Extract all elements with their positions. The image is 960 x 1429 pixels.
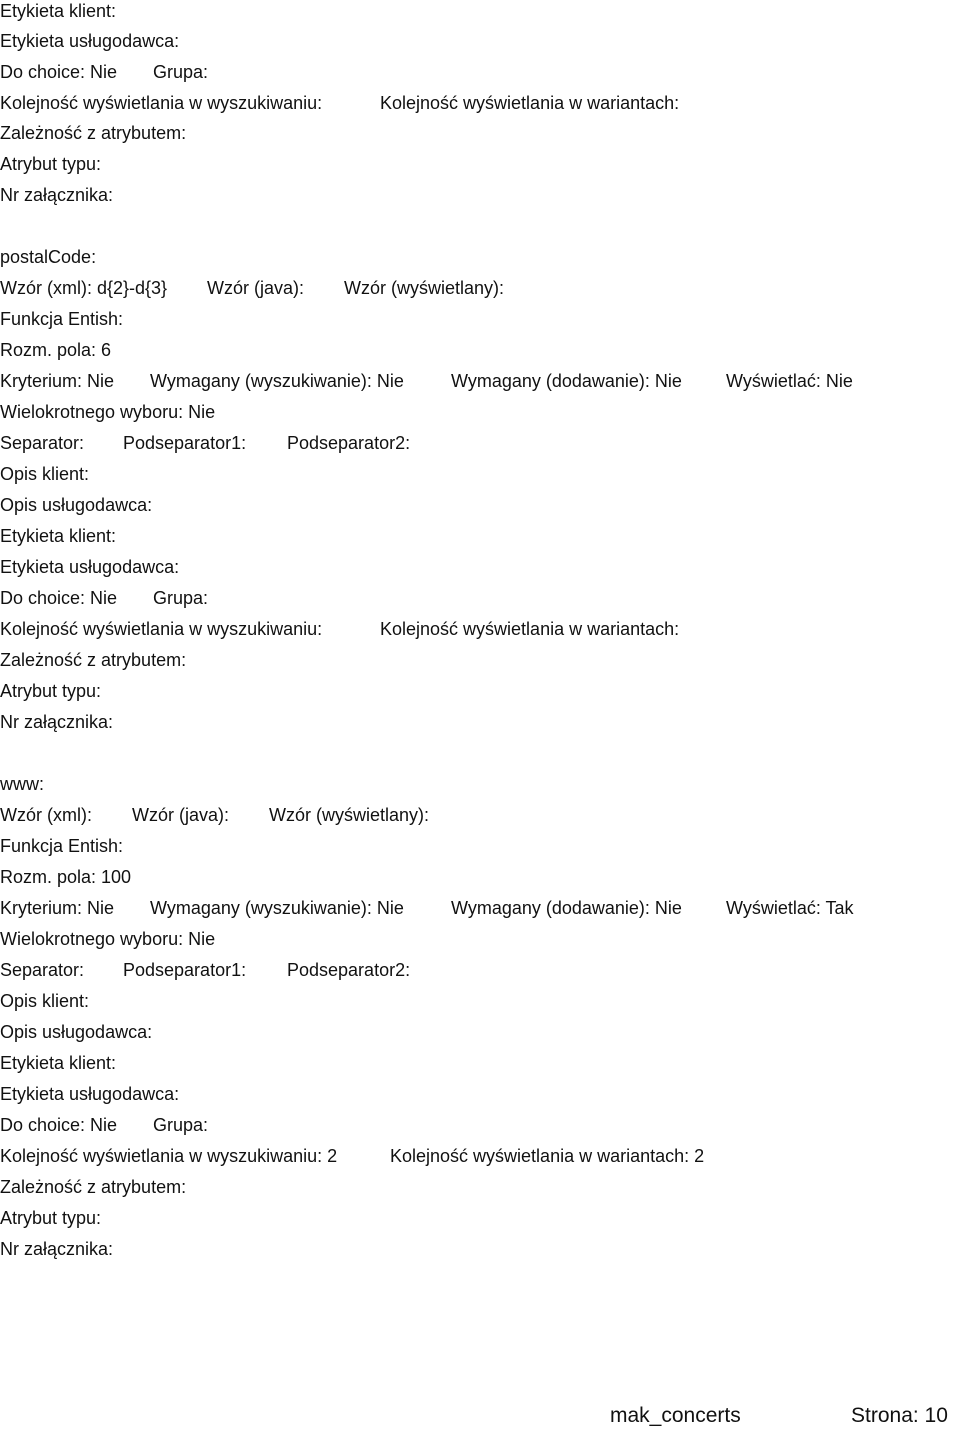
field-wzor-wyswietlany: Wzór (wyświetlany):: [344, 278, 505, 298]
field-grupa: Grupa:: [153, 1115, 209, 1135]
field-wymagany-wyszukiwanie: Wymagany (wyszukiwanie): Nie: [150, 898, 404, 918]
field-podseparator2: Podseparator2:: [287, 433, 411, 453]
footer-page-number: Strona: 10: [851, 1404, 948, 1427]
field-wzor-java: Wzór (java):: [207, 278, 305, 298]
field-kolejnosc-wyszukiwaniu: Kolejność wyświetlania w wyszukiwaniu:: [0, 619, 323, 639]
field-separator: Separator:: [0, 960, 85, 980]
field-separator: Separator:: [0, 433, 85, 453]
field-wzor-java: Wzór (java):: [132, 805, 230, 825]
field-podseparator1: Podseparator1:: [123, 960, 247, 980]
field-do-choice: Do choice: Nie: [0, 1115, 118, 1135]
field-label: Opis usługodawca:: [0, 495, 153, 515]
field-do-choice: Do choice: Nie: [0, 62, 118, 82]
field-label: Opis klient:: [0, 991, 90, 1011]
attribute-title: postalCode:: [0, 247, 97, 267]
field-do-choice: Do choice: Nie: [0, 588, 118, 608]
field-label: Etykieta usługodawca:: [0, 557, 180, 577]
field-label: Opis usługodawca:: [0, 1022, 153, 1042]
footer-project-name: mak_concerts: [610, 1404, 741, 1427]
field-label: Opis klient:: [0, 464, 90, 484]
field-label: Etykieta klient:: [0, 1, 117, 21]
field-kryterium: Kryterium: Nie: [0, 898, 115, 918]
field-label: Etykieta klient:: [0, 526, 117, 546]
field-label: Atrybut typu:: [0, 154, 102, 174]
field-grupa: Grupa:: [153, 62, 209, 82]
field-label: Zależność z atrybutem:: [0, 123, 187, 143]
field-label: Nr załącznika:: [0, 712, 114, 732]
field-wzor-xml: Wzór (xml):: [0, 805, 92, 825]
field-label: Etykieta usługodawca:: [0, 31, 180, 51]
field-wyswietlac: Wyświetlać: Nie: [726, 371, 853, 391]
field-wymagany-dodawanie: Wymagany (dodawanie): Nie: [451, 371, 682, 391]
field-label: Wielokrotnego wyboru: Nie: [0, 402, 216, 422]
field-kryterium: Kryterium: Nie: [0, 371, 115, 391]
field-wymagany-dodawanie: Wymagany (dodawanie): Nie: [451, 898, 682, 918]
field-label: Zależność z atrybutem:: [0, 650, 187, 670]
field-label: Wielokrotnego wyboru: Nie: [0, 929, 216, 949]
field-kolejnosc-wariantach: Kolejność wyświetlania w wariantach:: [380, 93, 680, 113]
field-kolejnosc-wyszukiwaniu: Kolejność wyświetlania w wyszukiwaniu: 2: [0, 1146, 338, 1166]
field-grupa: Grupa:: [153, 588, 209, 608]
field-label: Etykieta usługodawca:: [0, 1084, 180, 1104]
field-label: Nr załącznika:: [0, 1239, 114, 1259]
field-label: Nr załącznika:: [0, 185, 114, 205]
field-label: Rozm. pola: 6: [0, 340, 112, 360]
field-label: Etykieta klient:: [0, 1053, 117, 1073]
field-label: Atrybut typu:: [0, 681, 102, 701]
field-label: Funkcja Entish:: [0, 309, 124, 329]
field-kolejnosc-wariantach: Kolejność wyświetlania w wariantach:: [380, 619, 680, 639]
field-podseparator2: Podseparator2:: [287, 960, 411, 980]
field-label: Funkcja Entish:: [0, 836, 124, 856]
field-label: Atrybut typu:: [0, 1208, 102, 1228]
field-kolejnosc-wyszukiwaniu: Kolejność wyświetlania w wyszukiwaniu:: [0, 93, 323, 113]
field-label: Rozm. pola: 100: [0, 867, 132, 887]
field-wzor-xml: Wzór (xml): d{2}-d{3}: [0, 278, 168, 298]
attribute-title: www:: [0, 774, 44, 794]
field-wyswietlac: Wyświetlać: Tak: [726, 898, 854, 918]
field-label: Zależność z atrybutem:: [0, 1177, 187, 1197]
field-podseparator1: Podseparator1:: [123, 433, 247, 453]
field-wzor-wyswietlany: Wzór (wyświetlany):: [269, 805, 430, 825]
field-kolejnosc-wariantach: Kolejność wyświetlania w wariantach: 2: [390, 1146, 705, 1166]
field-wymagany-wyszukiwanie: Wymagany (wyszukiwanie): Nie: [150, 371, 404, 391]
